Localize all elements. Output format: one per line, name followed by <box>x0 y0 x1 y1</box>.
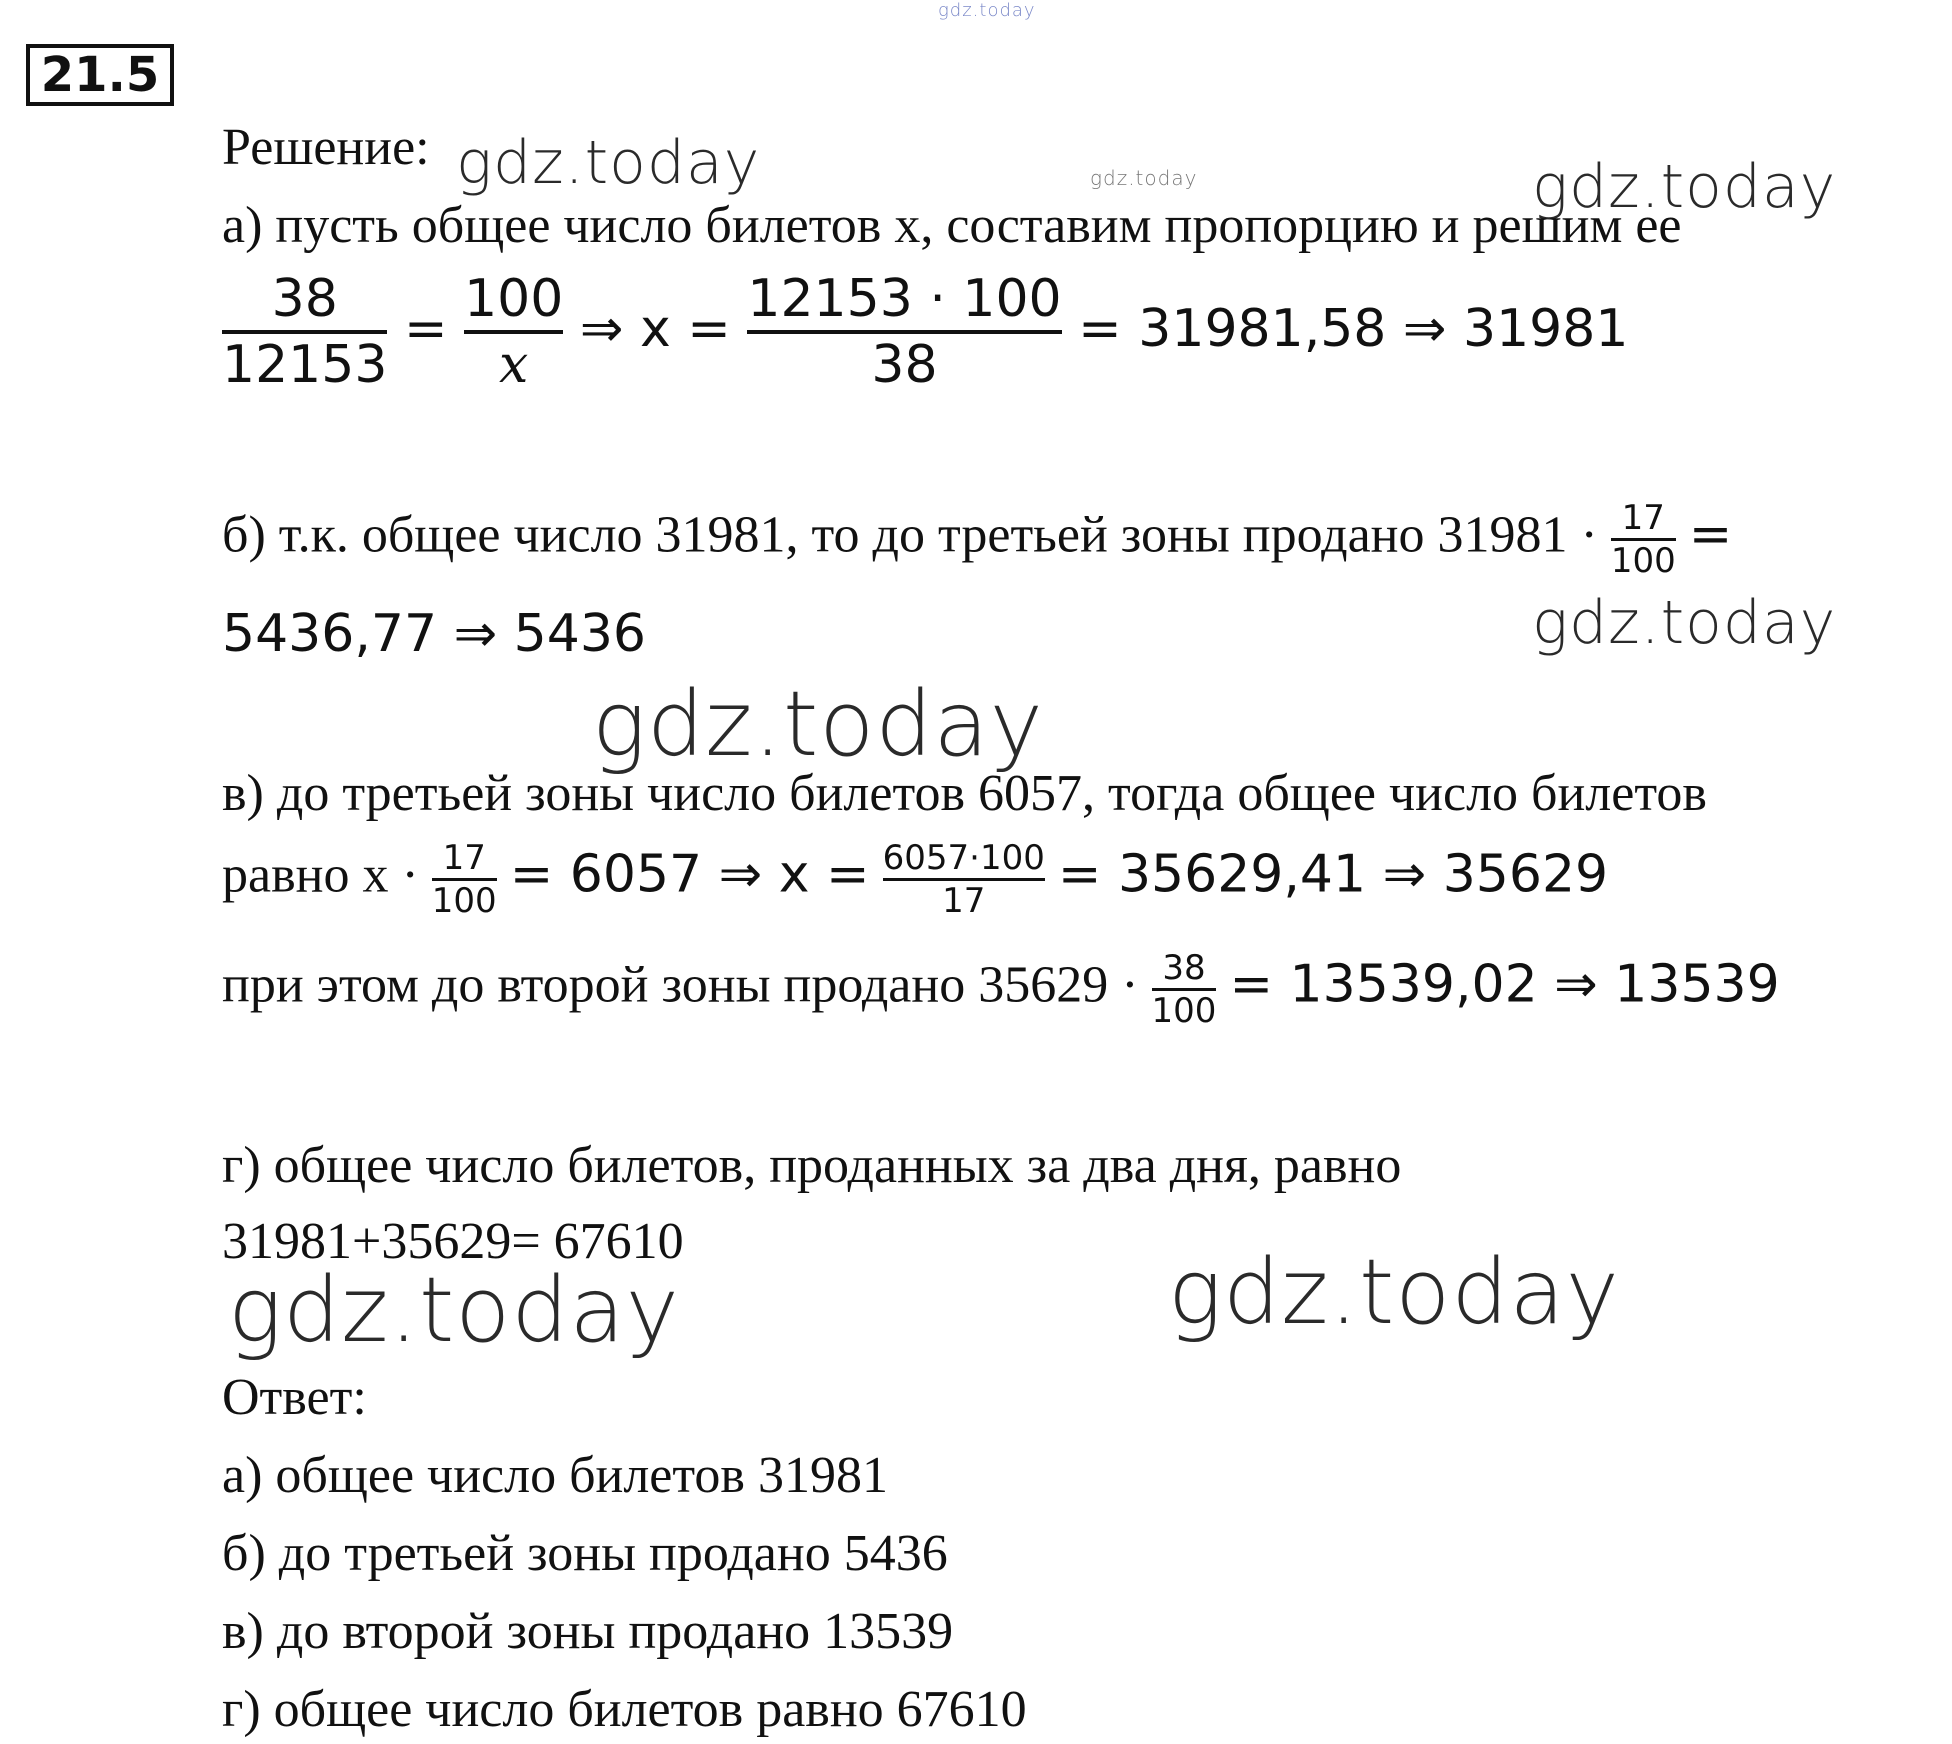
watermark-large: gdz.today <box>592 672 1044 777</box>
part-v-equation <box>222 838 1608 921</box>
part-b-result: 5436,77 ⇒ 5436 <box>222 604 646 664</box>
part-a-text: а) пусть общее число билетов x, составим пропорцию и решим ее <box>222 197 1682 254</box>
fraction <box>464 268 563 396</box>
answer-item: б) до третьей зоны продано 5436 <box>222 1525 948 1582</box>
watermark-large: gdz.today <box>228 1258 680 1363</box>
fraction-denominator: 100 <box>1151 991 1217 1031</box>
part-a-equation <box>222 268 1628 396</box>
fraction <box>1611 498 1676 581</box>
fraction <box>747 268 1061 396</box>
equals-sign: = <box>403 299 448 359</box>
watermark: gdz.today <box>1532 588 1837 658</box>
equation-result: = 35629,41 ⇒ 35629 <box>1057 844 1609 905</box>
watermark-small: gdz.today <box>1090 166 1198 190</box>
fraction-denominator: 100 <box>431 881 497 921</box>
equation-result: = 13539,02 ⇒ 13539 <box>1229 954 1780 1015</box>
implies-expression: ⇒ x = <box>579 299 731 359</box>
fraction-numerator: 100 <box>464 269 564 329</box>
watermark-top: gdz.today <box>938 0 1036 21</box>
fraction-denominator: 12153 <box>222 335 388 395</box>
answer-item: а) общее число билетов 31981 <box>222 1447 888 1504</box>
equation-start: равно x · <box>222 846 419 904</box>
answer-title: Ответ: <box>222 1369 367 1426</box>
fraction-numerator: 38 <box>271 269 338 329</box>
part-g-sum: 31981+35629= 67610 <box>222 1213 684 1270</box>
part-v-text: в) до третьей зоны число билетов 6057, тогда общее число билетов <box>222 765 1707 822</box>
fraction-denominator: 38 <box>871 335 938 395</box>
fraction-numerator: 17 <box>442 838 486 878</box>
fraction <box>432 838 497 921</box>
fraction-numerator: 6057·100 <box>882 838 1045 878</box>
equals-sign: = <box>1688 504 1733 565</box>
answer-item: г) общее число билетов равно 67610 <box>222 1681 1027 1738</box>
fraction <box>222 268 387 396</box>
equation-start: при этом до второй зоны продано 35629 · <box>222 956 1139 1014</box>
part-b-text: б) т.к. общее число 31981, то до третьей зоны продано 31981 · <box>222 506 1598 564</box>
fraction <box>883 838 1045 921</box>
watermark: gdz.today <box>456 128 761 198</box>
solution-heading: Решение: <box>222 119 430 176</box>
equation-middle: = 6057 ⇒ x = <box>509 844 870 905</box>
result: = 31981,58 ⇒ 31981 <box>1078 299 1629 359</box>
part-g-text: г) общее число билетов, проданных за два дня, равно <box>222 1137 1402 1194</box>
fraction <box>1152 948 1217 1031</box>
fraction-denominator: x <box>499 335 529 395</box>
fraction-numerator: 17 <box>1621 498 1665 538</box>
watermark: gdz.today <box>1532 152 1837 222</box>
answer-item: в) до второй зоны продано 13539 <box>222 1603 954 1660</box>
fraction-numerator: 12153 · 100 <box>747 269 1062 329</box>
part-v-second-zone <box>222 948 1780 1031</box>
fraction-denominator: 100 <box>1610 541 1676 581</box>
fraction-numerator: 38 <box>1162 948 1206 988</box>
part-b-line <box>222 498 1732 581</box>
watermark-large: gdz.today <box>1168 1240 1620 1345</box>
fraction-denominator: 17 <box>942 881 986 921</box>
problem-number: 21.5 <box>26 44 174 106</box>
